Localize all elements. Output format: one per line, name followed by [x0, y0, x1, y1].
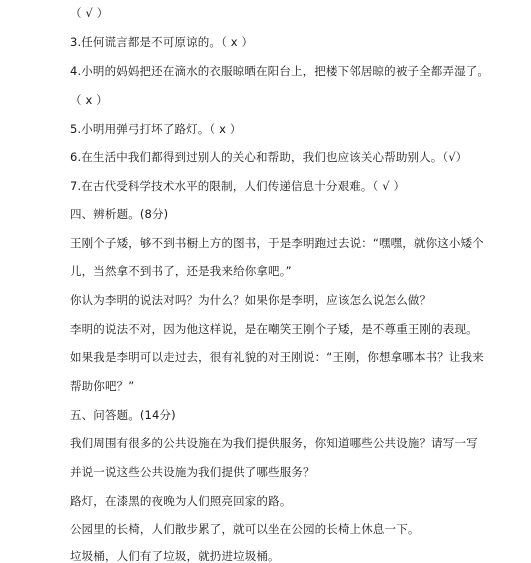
- answer-line-4: （ x ）: [70, 93, 108, 107]
- question-7: 7.在古代受科学技术水平的限制，人们传递信息十分艰难。（ √ ）: [70, 179, 406, 193]
- section-4-heading: 四、辨析题。(8分): [70, 207, 169, 221]
- question-line-2: 并说一说这些公共设施为我们提供了哪些服务？: [70, 465, 315, 479]
- scenario-line-2: 儿，当然拿不到书了，还是我来给你拿吧。”: [70, 264, 292, 278]
- question-4: 4.小明的妈妈把还在滴水的衣服晾晒在阳台上，把楼下邻居晾的被子全都弄湿了。: [70, 64, 490, 78]
- answer-streetlight: 路灯，在漆黑的夜晚为人们照亮回家的路。: [70, 494, 292, 508]
- answer-paragraph-2-line-2: 帮助你吧？”: [70, 379, 135, 393]
- scenario-line-1: 王刚个子矮，够不到书橱上方的图书，于是李明跑过去说：“嘿嘿，就你这小矮个: [70, 236, 484, 250]
- question-3: 3.任何谎言都是不可原谅的。（ x ）: [70, 35, 254, 49]
- answer-trash-can: 垃圾桶，人们有了垃圾，就扔进垃圾桶。: [70, 549, 280, 563]
- question-6: 6.在生活中我们都得到过别人的关心和帮助，我们也应该关心帮助别人。（√）: [70, 150, 468, 164]
- question-line-1: 我们周围有很多的公共设施在为我们提供服务，你知道哪些公共设施？请写一写: [70, 436, 478, 450]
- answer-paragraph-1: 李明的说法不对，因为他这样说，是在嘲笑王刚个子矮，是不尊重王刚的表现。: [70, 322, 478, 336]
- answer-line-2: （ √ ）: [70, 6, 109, 20]
- discussion-question: 你认为李明的说法对吗？为什么？如果你是李明，应该怎么说怎么做？: [70, 293, 432, 307]
- question-5: 5.小明用弹弓打坏了路灯。（ x ）: [70, 122, 242, 136]
- answer-paragraph-2-line-1: 如果我是李明可以走过去，很有礼貌的对王刚说：“王刚，你想拿哪本书？让我来: [70, 350, 484, 364]
- answer-bench: 公园里的长椅，人们散步累了，就可以坐在公园的长椅上休息一下。: [70, 522, 420, 536]
- section-5-heading: 五、问答题。(14分): [70, 408, 176, 422]
